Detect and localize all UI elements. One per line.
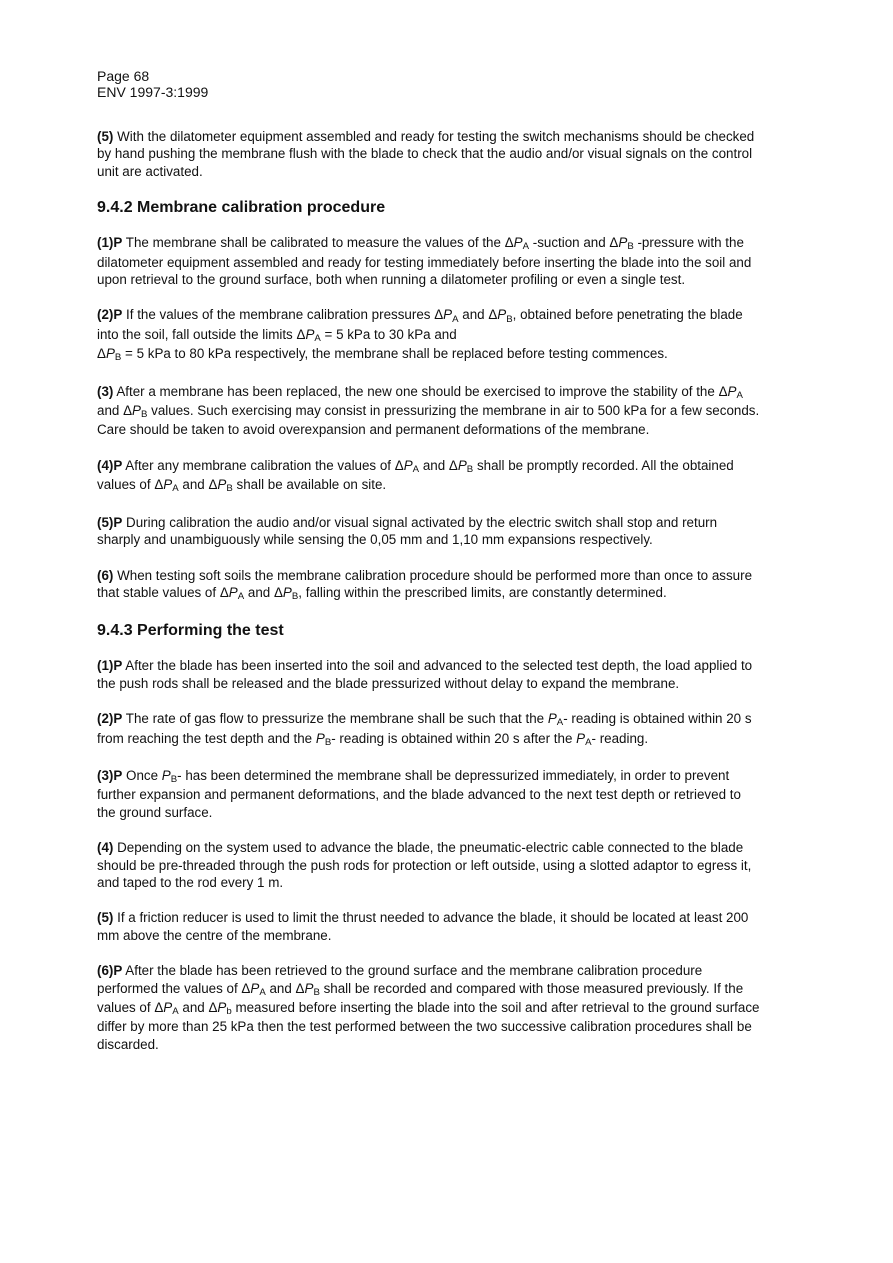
symbol-delta-pb: ΔPB — [609, 235, 634, 253]
paragraph-number: (1)P — [97, 235, 123, 251]
text-run: and — [247, 584, 271, 600]
symbol-delta-pa: ΔPA — [296, 326, 321, 344]
text-run: The rate of gas flow to pressurize the membrane shall be such that the — [125, 711, 545, 727]
paragraph-calibration-4p — [97, 457, 763, 496]
text-run: and — [182, 477, 205, 493]
text-run: After a membrane has been replaced, the new one should be exercised to improve the stability of the — [116, 383, 715, 399]
section-heading-performing-test: 9.4.3 Performing the test — [97, 622, 284, 640]
paragraph-calibration-2p — [97, 306, 763, 364]
symbol-pb: PB — [161, 767, 178, 786]
text-run: Once — [126, 767, 159, 783]
symbol-delta-pb: ΔPB — [448, 457, 474, 475]
text-run: shall be available on site. — [236, 477, 387, 493]
symbol-delta-pb-lower: ΔPb — [208, 1000, 232, 1018]
symbol-delta-pa: ΔPA — [154, 1000, 179, 1018]
paragraph-test-6p — [97, 962, 763, 1053]
paragraph-number: (2)P — [97, 711, 123, 727]
symbol-delta-pa: ΔPA — [394, 457, 420, 475]
text-run: and — [422, 457, 446, 473]
text-run: - reading is obtained within 20 s from reaching the test depth and the — [97, 711, 752, 746]
text-run: When testing soft soils the membrane calibration procedure should be performed more than once to assure that stable values of — [97, 567, 753, 600]
symbol-delta-pb: ΔPB — [273, 584, 299, 603]
text-run: and — [182, 1000, 205, 1015]
paragraph-text: During calibration the audio and/or visual signal activated by the electric switch shall stop and return sharply and unambiguously while sensing the 0,05 mm and 1,10 mm expansions respectively. — [97, 514, 718, 548]
paragraph-test-1p — [97, 657, 763, 692]
text-run: -pressure with the dilatometer equipment assembled and ready for testing immediately before inserting the blade into the soil and upon retrieval to the ground surface, both when running a dilatometer profiling or even a single test. — [97, 235, 752, 288]
paragraph-number: (5) — [97, 910, 114, 926]
paragraph-test-5 — [97, 909, 763, 944]
paragraph-text: Depending on the system used to advance the blade, the pneumatic-electric cable connected to the blade should be pre-threaded through the push rods for protection or left outside, using a slotted adaptor to egress it, and taped to the rod every 1 m. — [97, 840, 752, 890]
paragraph-number: (3) — [97, 383, 114, 399]
paragraph-number: (6) — [97, 567, 114, 583]
text-run: - has been determined the membrane shall be depressurized immediately, in order to prevent further expansion and permanent deformations, and the blade advanced to the next test depth or retrieved to the ground surface. — [97, 767, 741, 820]
text-run: values. Such exercising may consist in pressurizing the membrane in air to 500 kPa for a few seconds. Care should be taken to avoid overexpansion and permanent deformations of the membrane. — [97, 403, 760, 438]
paragraph-test-2p — [97, 710, 763, 749]
paragraph-test-3p — [97, 767, 763, 821]
paragraph-number: (4)P — [97, 457, 123, 473]
text-run: shall be recorded and compared with those measured previously. If the values of — [97, 980, 744, 1015]
paragraph-number: (4) — [97, 840, 114, 856]
paragraph-text: After the blade has been inserted into the soil and advanced to the selected test depth, the load applied to the push rods shall be released and the blade pressurized without delay to expand the membrane. — [97, 658, 753, 691]
text-run: and — [97, 403, 120, 419]
symbol-delta-pa: ΔPA — [718, 383, 743, 401]
text-run: and — [462, 307, 485, 323]
paragraph-text: With the dilatometer equipment assembled and ready for testing the switch mechanisms should be checked by hand pushing the membrane flush with the blade to check that the audio and/or visual signals on the control unit are activated. — [97, 129, 755, 179]
symbol-delta-pa: ΔPA — [154, 477, 179, 495]
paragraph-number: (5)P — [97, 514, 123, 530]
symbol-delta-pa: ΔPA — [241, 980, 266, 998]
page-number: Page 68 — [97, 68, 150, 84]
symbol-delta-pb: ΔPB — [208, 477, 233, 495]
symbol-delta-pa: ΔPA — [219, 584, 245, 603]
standard-code: ENV 1997-3:1999 — [97, 84, 209, 100]
text-run: - reading. — [591, 730, 649, 746]
paragraph-switch-check — [97, 128, 763, 180]
text-run: - reading is obtained within 20 s after the — [331, 730, 573, 746]
symbol-delta-pa: ΔPA — [504, 235, 529, 253]
paragraph-number: (1)P — [97, 658, 123, 674]
symbol-delta-pb: ΔPB — [123, 403, 148, 421]
symbol-delta-pb: ΔPB — [97, 346, 122, 364]
text-run: The membrane shall be calibrated to measure the values of the — [125, 235, 501, 251]
paragraph-number: (3)P — [97, 767, 123, 783]
page-header — [97, 68, 763, 100]
symbol-delta-pb: ΔPB — [295, 980, 320, 998]
symbol-pb: PB — [315, 730, 332, 748]
text-run: = 5 kPa to 80 kPa respectively, the membrane shall be replaced before testing commences. — [125, 346, 668, 362]
text-run: -suction and — [532, 235, 606, 251]
text-run: and — [269, 980, 292, 996]
text-run: measured before inserting the blade into the soil and after retrieval to the ground surface differ by more than 25 kPa then the test performed between the two successive calibration procedures shall be discarded. — [97, 1000, 760, 1052]
paragraph-calibration-5p — [97, 514, 763, 549]
paragraph-number: (6)P — [97, 963, 123, 979]
text-run: After any membrane calibration the values of — [125, 457, 392, 473]
symbol-pa: PA — [547, 711, 564, 729]
text-run: If the values of the membrane calibration pressures — [126, 307, 431, 323]
paragraph-text: If a friction reducer is used to limit the thrust needed to advance the blade, it should be located at least 200 mm above the centre of the membrane. — [97, 910, 749, 943]
text-run: , obtained before penetrating the blade into the soil, fall outside the limits — [97, 307, 743, 342]
text-run: After the blade has been retrieved to the ground surface and the membrane calibration procedure performed the values of — [97, 963, 703, 996]
section-heading-membrane-calibration: 9.4.2 Membrane calibration procedure — [97, 199, 386, 217]
symbol-delta-pa: ΔPA — [434, 307, 459, 325]
paragraph-calibration-3 — [97, 383, 763, 439]
symbol-delta-pb: ΔPB — [488, 307, 513, 325]
paragraph-calibration-1p — [97, 234, 763, 288]
text-run: = 5 kPa to 30 kPa and — [324, 326, 457, 342]
symbol-pa: PA — [576, 730, 592, 748]
text-run: , falling within the prescribed limits, are constantly determined. — [298, 584, 667, 600]
paragraph-number: (2)P — [97, 307, 123, 323]
text-run: shall be promptly recorded. All the obtained values of — [97, 457, 734, 493]
paragraph-test-4 — [97, 839, 763, 891]
paragraph-calibration-6 — [97, 567, 763, 604]
paragraph-number: (5) — [97, 129, 114, 144]
